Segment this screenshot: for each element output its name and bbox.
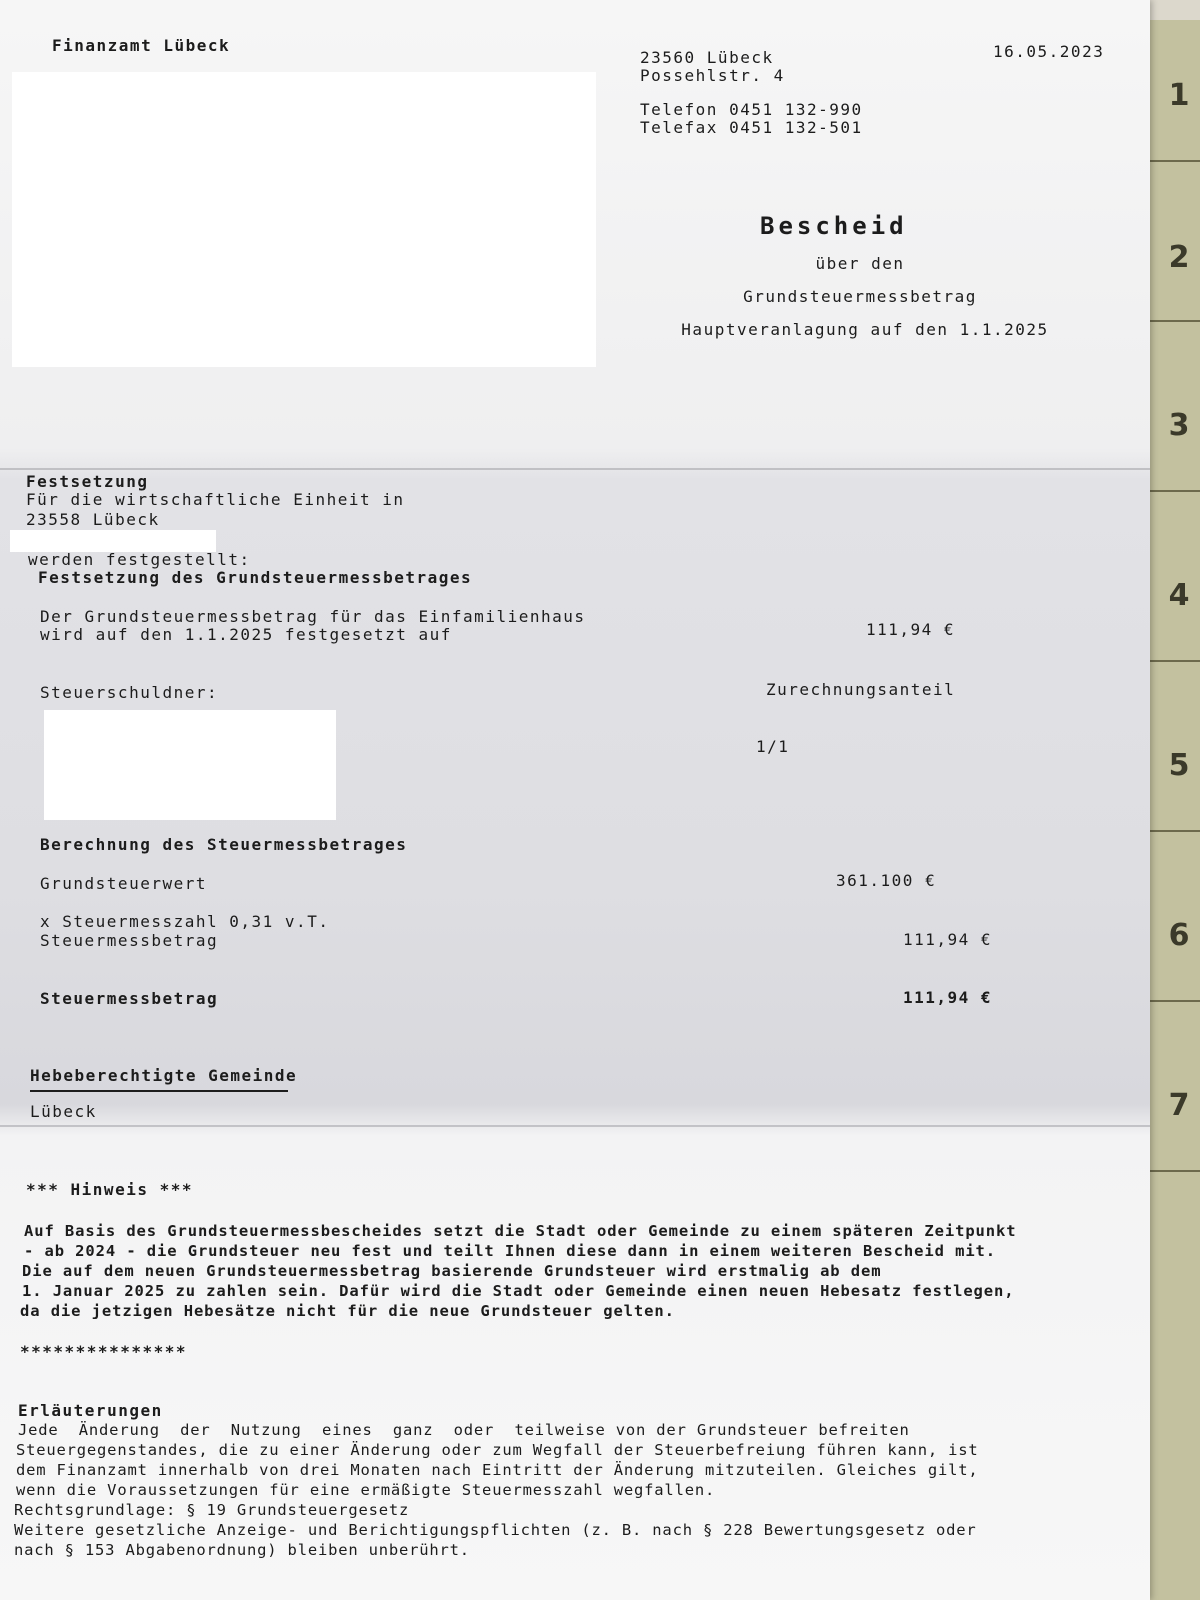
office-phone: Telefon 0451 132-990 [640,100,863,119]
ruler-number: 4 [1168,578,1190,613]
hinweis-stars: *************** [20,1342,187,1361]
ruler-number: 1 [1168,78,1190,113]
erlaeuterungen-line: Jede Änderung der Nutzung eines ganz oder teilweise von der Grundsteuer befreiten [18,1421,910,1439]
hinweis-line: - ab 2024 - die Grundsteuer neu fest und teilt Ihnen diese dann in einem weiteren Bescheid mit. [24,1242,997,1260]
festsetzung-line-1: Für die wirtschaftliche Einheit in [26,490,405,509]
redacted-property-street [10,530,216,552]
ruler-mark [1148,490,1200,492]
erlaeuterungen-line: wenn die Voraussetzungen für eine ermäßigte Steuermesszahl wegfallen. [16,1481,716,1499]
redacted-taxpayer-name [44,710,336,820]
grundsteuerwert-value: 361.100 € [836,871,937,890]
festsetzung-line-3: werden festgestellt: [28,550,251,569]
gemeinde-underline [30,1090,288,1092]
ruler-mark [1148,830,1200,832]
erlaeuterungen-line: dem Finanzamt innerhalb von drei Monaten nach Eintritt der Änderung mitzuteilen. Gleiches gilt, [16,1461,979,1479]
steuermessbetrag-value: 111,94 € [903,930,993,949]
hinweis-heading: *** Hinweis *** [26,1180,193,1199]
gemeinde-heading: Hebeberechtigte Gemeinde [30,1066,298,1085]
office-address-line2: Possehlstr. 4 [640,66,785,85]
title-line-4: Hauptveranlagung auf den 1.1.2025 [681,320,1049,339]
erlaeuterungen-heading: Erläuterungen [18,1401,163,1420]
ruler-mark [1148,660,1200,662]
erlaeuterungen-line: nach § 153 Abgabenordnung) bleiben unberührt. [14,1541,470,1559]
notice-title: Bescheid [760,212,908,240]
ruler-number: 2 [1168,240,1190,275]
notice-date: 16.05.2023 [993,42,1105,61]
redacted-recipient-address [12,72,596,367]
gemeinde-value: Lübeck [30,1102,97,1121]
ruler-mark [1148,160,1200,162]
steuermessbetrag-total-value: 111,94 € [903,988,993,1007]
zurechnungsanteil-value: 1/1 [756,737,790,756]
grundsteuerwert-label: Grundsteuerwert [40,874,207,893]
festsetzung-heading: Festsetzung [26,472,149,491]
ruler-mark [1148,1170,1200,1172]
erlaeuterungen-line: Rechtsgrundlage: § 19 Grundsteuergesetz [14,1501,410,1519]
erlaeuterungen-line: Steuergegenstandes, die zu einer Änderung oder zum Wegfall der Steuerbefreiung führen kann, ist [16,1441,979,1459]
ruler-number: 3 [1168,408,1190,443]
steuerschuldner-label: Steuerschuldner: [40,683,219,702]
hinweis-line: 1. Januar 2025 zu zahlen sein. Dafür wird die Stadt oder Gemeinde einen neuen Hebesatz festlegen, [22,1282,1015,1300]
berechnung-heading: Berechnung des Steuermessbetrages [40,835,408,854]
festsetzung-subheading: Festsetzung des Grundsteuermessbetrages [38,568,473,587]
office-fax: Telefax 0451 132-501 [640,118,863,137]
erlaeuterungen-line: Weitere gesetzliche Anzeige- und Berichtigungspflichten (z. B. nach § 228 Bewertungsgesetz oder [14,1521,977,1539]
office-address-line1: 23560 Lübeck [640,48,774,67]
hinweis-line: Die auf dem neuen Grundsteuermessbetrag basierende Grundsteuer wird erstmalig ab dem [22,1262,882,1280]
ruler-number: 7 [1168,1088,1190,1123]
steuermesszahl-label: x Steuermesszahl 0,31 v.T. [40,912,330,931]
hinweis-line: da die jetzigen Hebesätze nicht für die neue Grundsteuer gelten. [20,1302,675,1320]
festsetzung-line-2: 23558 Lübeck [26,510,160,529]
ruler-strip [1146,20,1200,1600]
festsetzung-amount: 111,94 € [866,620,956,639]
hinweis-line: Auf Basis des Grundsteuermessbescheides setzt die Stadt oder Gemeinde zu einem späteren Zeitpunkt [24,1222,1017,1240]
steuermessbetrag-total-label: Steuermessbetrag [40,989,219,1008]
steuermessbetrag-label: Steuermessbetrag [40,931,219,950]
ruler-mark [1148,1000,1200,1002]
office-name: Finanzamt Lübeck [52,36,231,55]
title-line-2: über den [815,254,905,273]
title-line-3: Grundsteuermessbetrag [743,287,977,306]
paper-fold [0,468,1150,470]
ruler-number: 5 [1168,748,1190,783]
festsetzung-text-line-1: Der Grundsteuermessbetrag für das Einfamilienhaus [40,607,586,626]
festsetzung-text-line-2: wird auf den 1.1.2025 festgesetzt auf [40,625,452,644]
paper-fold [0,1125,1150,1127]
zurechnungsanteil-label: Zurechnungsanteil [766,680,956,699]
ruler-number: 6 [1168,918,1190,953]
ruler-mark [1148,320,1200,322]
